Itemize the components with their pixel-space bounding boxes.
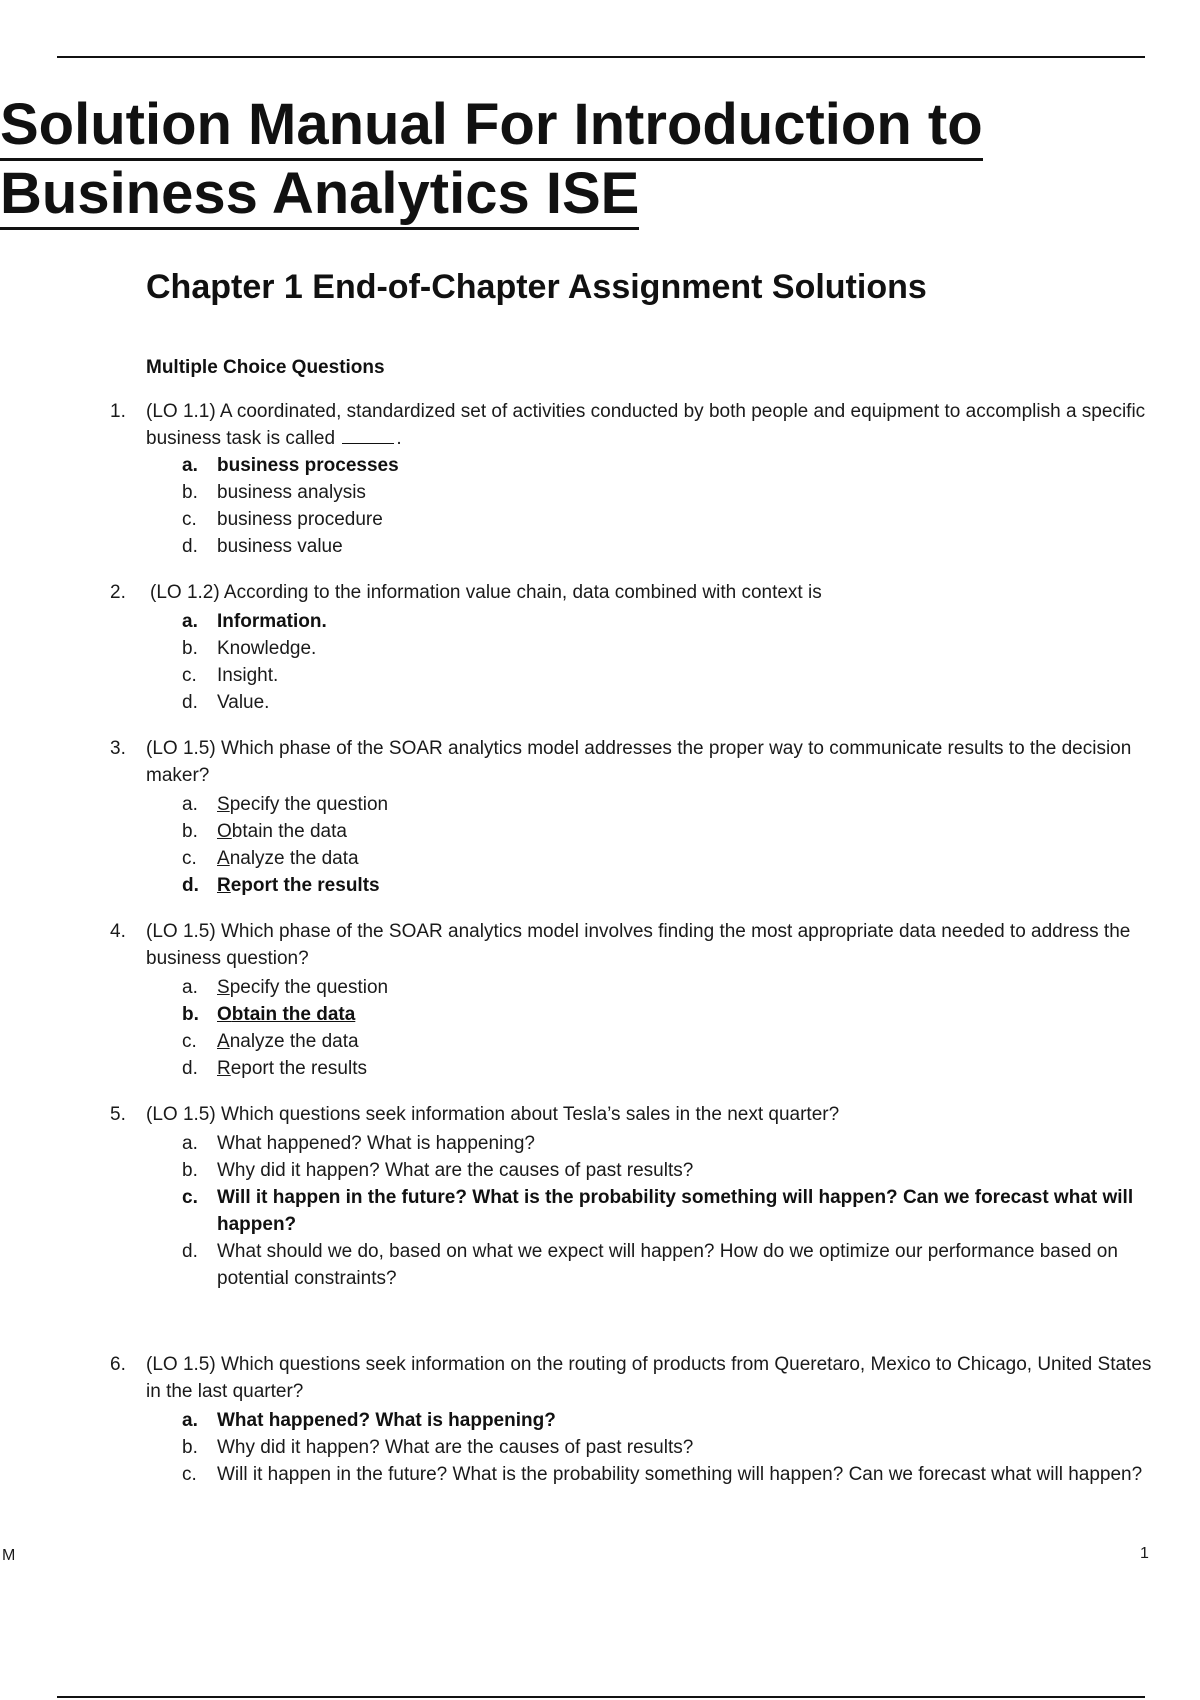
option-3b: b. Obtain the data xyxy=(182,821,347,842)
title-line-2: Business Analytics ISE xyxy=(0,161,639,230)
section-heading: Multiple Choice Questions xyxy=(146,357,385,378)
option-5d: d. What should we do, based on what we expect will happen? How do we optimize our performance based on potential constraints? xyxy=(182,1241,1118,1289)
question-text: (LO 1.2) According to the information value chain, data combined with context is xyxy=(150,582,822,603)
option-2b: b. Knowledge. xyxy=(182,638,317,659)
question-1 xyxy=(110,398,1160,450)
question-number: 6. xyxy=(110,1354,126,1375)
chapter-heading: Chapter 1 End-of-Chapter Assignment Solutions xyxy=(146,268,927,306)
question-text: (LO 1.1) A coordinated, standardized set of activities conducted by both people and equipment to accomplish a specific business task is called . xyxy=(146,401,1146,449)
question-2 xyxy=(110,579,1160,606)
question-text: (LO 1.5) Which questions seek information on the routing of products from Queretaro, Mexico to Chicago, United States in the last quarter? xyxy=(146,1354,1152,1402)
options-4 xyxy=(182,974,1160,1082)
options-5 xyxy=(182,1130,1160,1292)
question-number: 1. xyxy=(110,401,126,422)
option-3a: a. Specify the question xyxy=(182,794,389,815)
option-2c: c. Insight. xyxy=(182,665,279,686)
option-1d: d. business value xyxy=(182,536,343,557)
option-3c: c. Analyze the data xyxy=(182,848,359,869)
option-6c: c. Will it happen in the future? What is the probability something will happen? Can we forecast what will happen? xyxy=(182,1464,1143,1485)
question-number: 3. xyxy=(110,738,126,759)
option-4a: a. Specify the question xyxy=(182,977,389,998)
option-4d: d. Report the results xyxy=(182,1058,367,1079)
option-6a: a. What happened? What is happening? xyxy=(182,1410,556,1431)
question-text: (LO 1.5) Which phase of the SOAR analytics model involves finding the most appropriate data needed to address the business question? xyxy=(146,921,1131,969)
question-text: (LO 1.5) Which phase of the SOAR analytics model addresses the proper way to communicate results to the decision maker? xyxy=(146,738,1132,786)
option-1c: c. business procedure xyxy=(182,509,383,530)
answer-blank xyxy=(342,442,394,444)
option-3d: d. Report the results xyxy=(182,875,380,896)
options-3 xyxy=(182,791,1160,899)
title-line-1: Solution Manual For Introduction to xyxy=(0,92,983,161)
options-2 xyxy=(182,608,1160,716)
question-number: 2. xyxy=(110,582,126,603)
top-rule xyxy=(57,56,1145,58)
option-1b: b. business analysis xyxy=(182,482,366,503)
option-4c: c. Analyze the data xyxy=(182,1031,359,1052)
question-6 xyxy=(110,1351,1160,1405)
option-5a: a. What happened? What is happening? xyxy=(182,1133,535,1154)
option-4b: b. Obtain the data xyxy=(182,1004,356,1025)
bottom-rule xyxy=(57,1696,1145,1698)
option-5b: b. Why did it happen? What are the causes of past results? xyxy=(182,1160,694,1181)
option-2d: d. Value. xyxy=(182,692,270,713)
question-5 xyxy=(110,1101,1160,1128)
document-title xyxy=(0,92,983,230)
question-number: 5. xyxy=(110,1104,126,1125)
footer-left-text: M xyxy=(2,1547,16,1564)
question-3 xyxy=(110,735,1160,789)
page-number: 1 xyxy=(1140,1545,1149,1562)
options-6 xyxy=(182,1407,1160,1488)
question-text: (LO 1.5) Which questions seek information about Tesla’s sales in the next quarter? xyxy=(146,1104,840,1125)
options-1 xyxy=(182,452,1160,560)
question-number: 4. xyxy=(110,921,126,942)
option-2a: a. Information. xyxy=(182,611,327,632)
question-list xyxy=(110,398,1160,1488)
option-1a: a. business processes xyxy=(182,455,399,476)
option-5c: c. Will it happen in the future? What is the probability something will happen? Can we forecast what will happen? xyxy=(182,1187,1134,1235)
option-6b: b. Why did it happen? What are the causes of past results? xyxy=(182,1437,694,1458)
question-4 xyxy=(110,918,1160,972)
